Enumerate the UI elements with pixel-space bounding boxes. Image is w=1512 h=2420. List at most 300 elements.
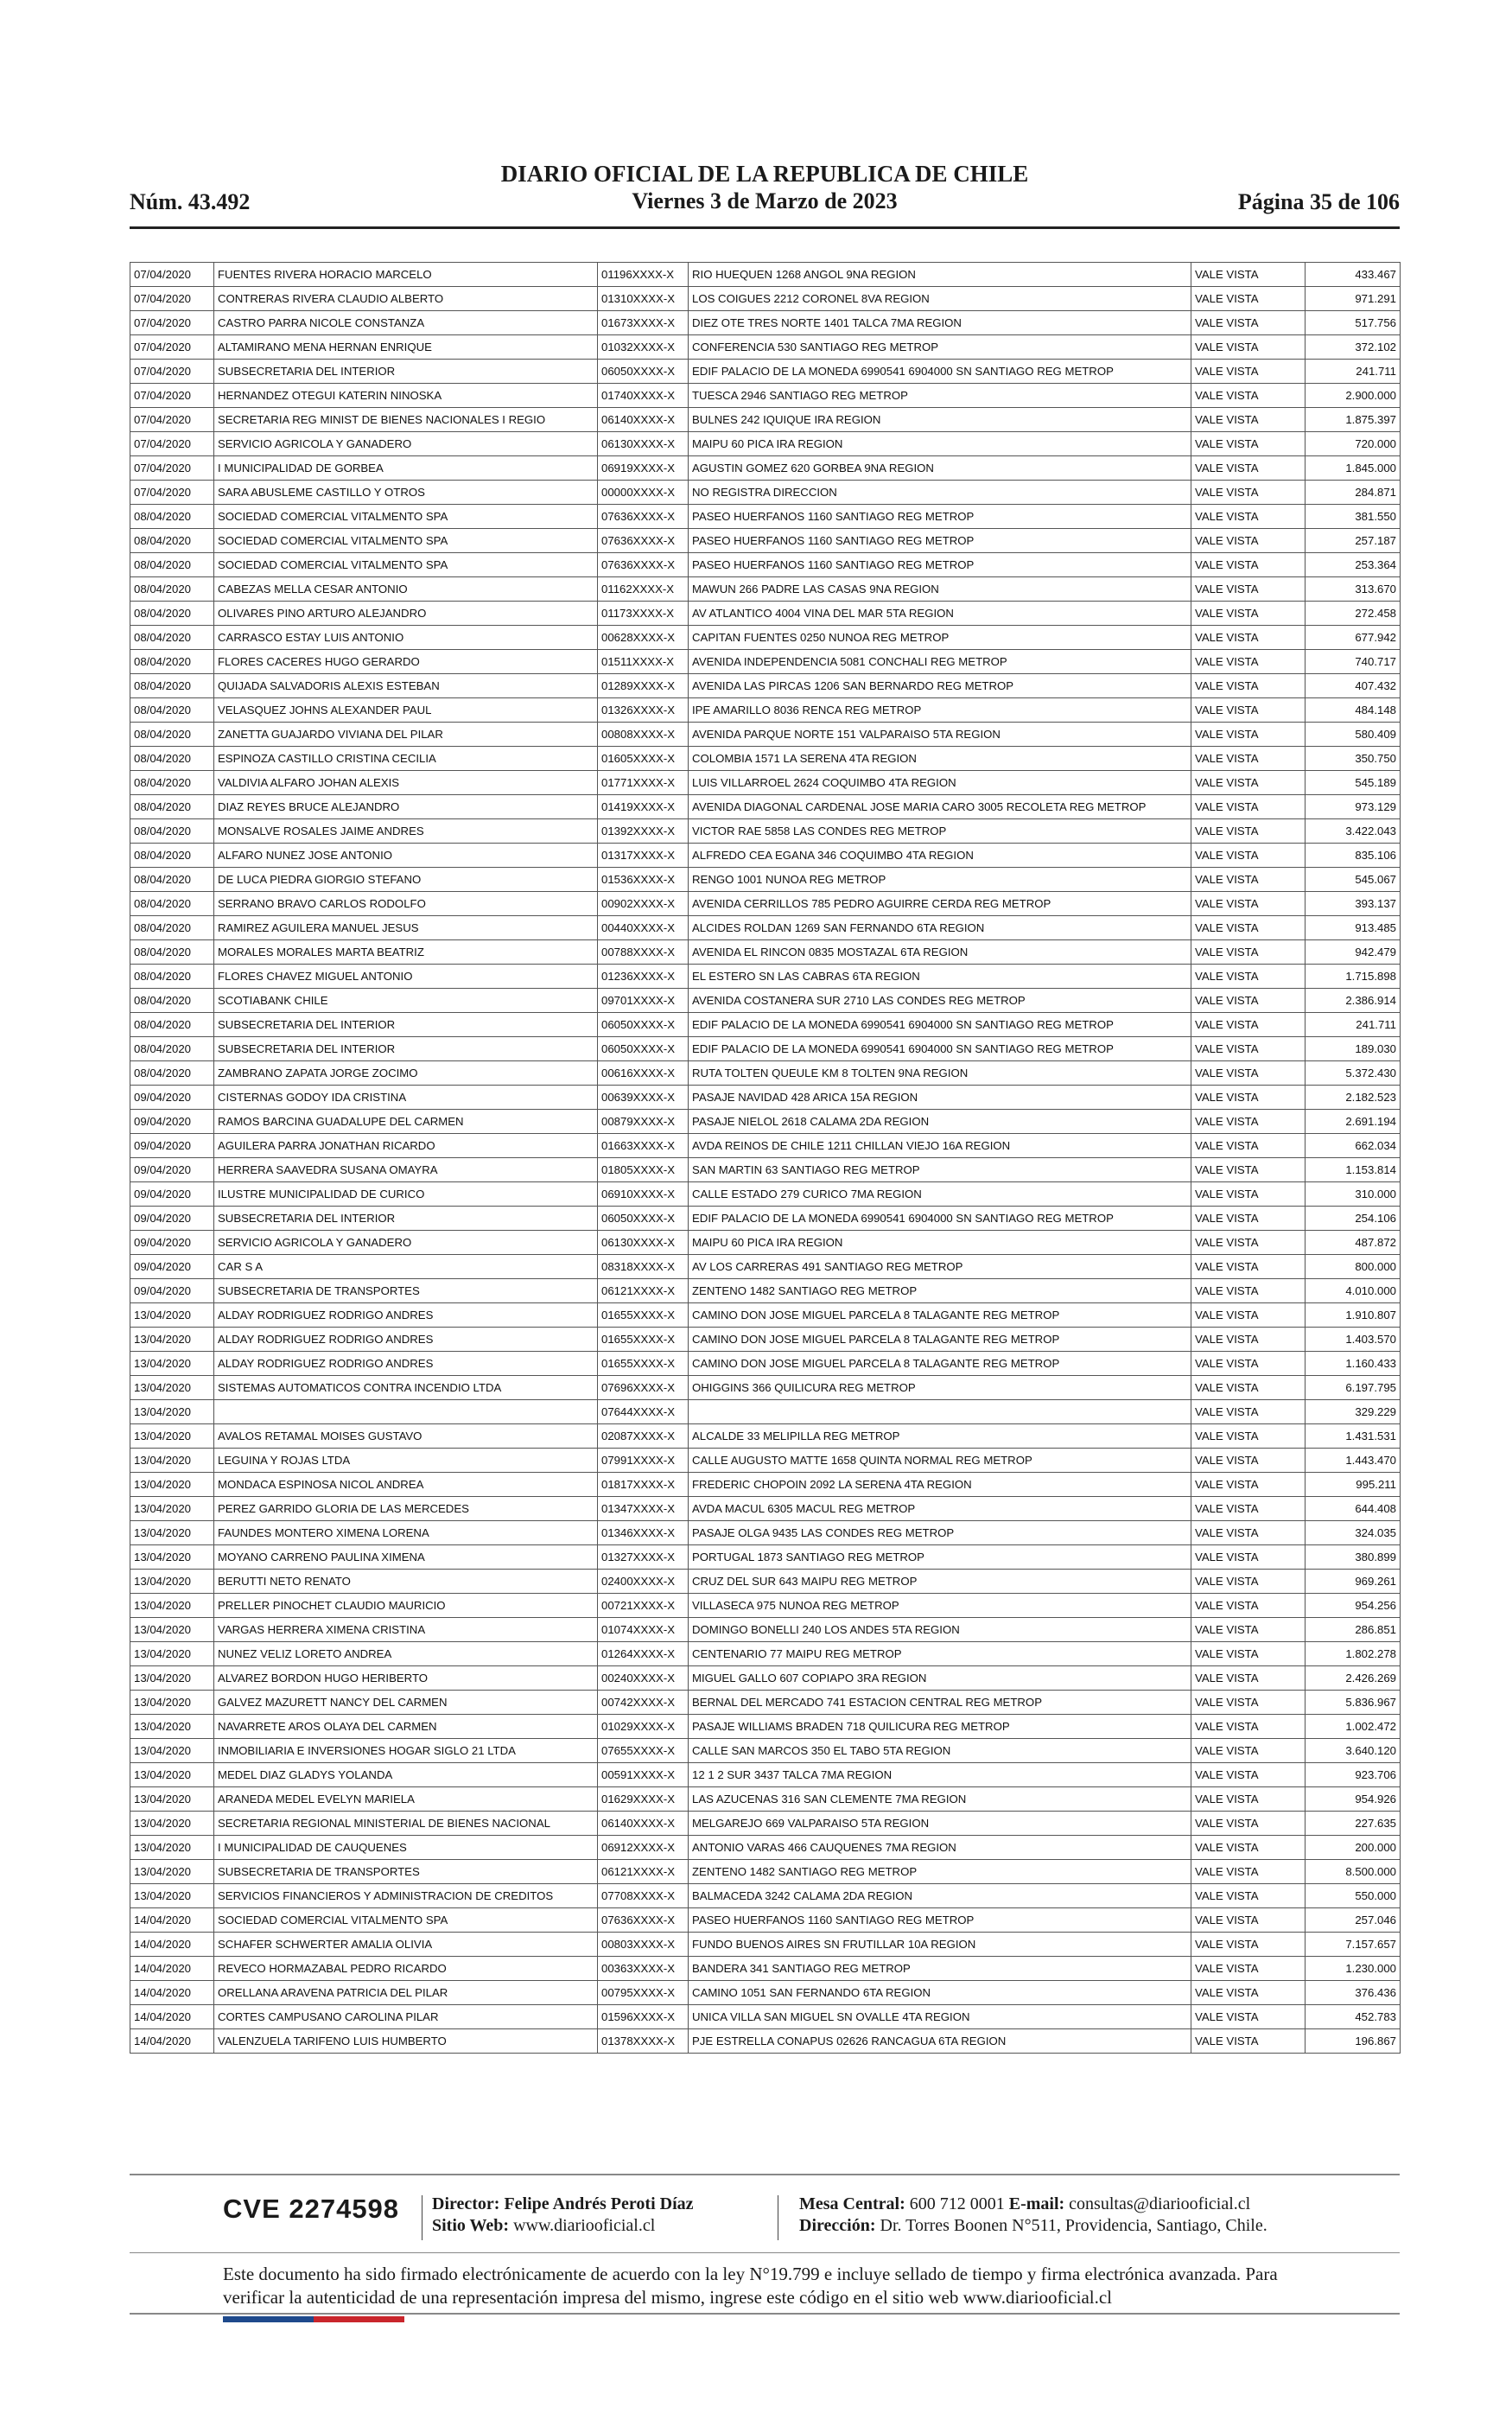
table-row: [130, 1182, 1401, 1207]
table-row: [130, 577, 1401, 602]
cell-beneficiary: ZAMBRANO ZAPATA JORGE ZOCIMO: [214, 1061, 598, 1086]
cell-date: 08/04/2020: [130, 819, 214, 844]
table-row: [130, 674, 1401, 698]
cell-date: 07/04/2020: [130, 408, 214, 432]
cell-address: MAIPU 60 PICA IRA REGION: [689, 1231, 1191, 1255]
cell-beneficiary: QUIJADA SALVADORIS ALEXIS ESTEBAN: [214, 674, 598, 698]
cell-amount: 350.750: [1306, 747, 1401, 771]
cell-date: 07/04/2020: [130, 456, 214, 481]
cell-payment-type: VALE VISTA: [1191, 1303, 1306, 1328]
cell-date: 08/04/2020: [130, 674, 214, 698]
cell-payment-type: VALE VISTA: [1191, 1812, 1306, 1836]
table-row: [130, 771, 1401, 795]
cell-rut: 01655XXXX-X: [598, 1303, 689, 1328]
cell-beneficiary: AVALOS RETAMAL MOISES GUSTAVO: [214, 1424, 598, 1449]
cell-payment-type: VALE VISTA: [1191, 1836, 1306, 1860]
cell-payment-type: VALE VISTA: [1191, 1521, 1306, 1545]
cell-address: PASEO HUERFANOS 1160 SANTIAGO REG METROP: [689, 529, 1191, 553]
table-row: [130, 1933, 1401, 1957]
cell-beneficiary: SUBSECRETARIA DEL INTERIOR: [214, 1013, 598, 1037]
table-row: [130, 481, 1401, 505]
cell-beneficiary: NUNEZ VELIZ LORETO ANDREA: [214, 1642, 598, 1666]
cell-rut: 06130XXXX-X: [598, 432, 689, 456]
cell-address: PJE ESTRELLA CONAPUS 02626 RANCAGUA 6TA REGION: [689, 2029, 1191, 2054]
payments-table: [130, 262, 1401, 2054]
cell-rut: 01655XXXX-X: [598, 1352, 689, 1376]
cell-date: 08/04/2020: [130, 602, 214, 626]
cell-date: 09/04/2020: [130, 1134, 214, 1158]
cell-date: 13/04/2020: [130, 1763, 214, 1787]
cell-beneficiary: ALDAY RODRIGUEZ RODRIGO ANDRES: [214, 1352, 598, 1376]
cell-beneficiary: FAUNDES MONTERO XIMENA LORENA: [214, 1521, 598, 1545]
cell-payment-type: VALE VISTA: [1191, 602, 1306, 626]
table-row: [130, 311, 1401, 335]
cell-amount: 8.500.000: [1306, 1860, 1401, 1884]
cell-date: 14/04/2020: [130, 2005, 214, 2029]
cell-rut: 00591XXXX-X: [598, 1763, 689, 1787]
cell-payment-type: VALE VISTA: [1191, 384, 1306, 408]
table-row: [130, 1231, 1401, 1255]
cell-address: AV ATLANTICO 4004 VINA DEL MAR 5TA REGION: [689, 602, 1191, 626]
table-row: [130, 795, 1401, 819]
cell-rut: 08318XXXX-X: [598, 1255, 689, 1279]
cell-beneficiary: I MUNICIPALIDAD DE GORBEA: [214, 456, 598, 481]
cell-beneficiary: SCOTIABANK CHILE: [214, 989, 598, 1013]
cell-address: LUIS VILLARROEL 2624 COQUIMBO 4TA REGION: [689, 771, 1191, 795]
cell-amount: 662.034: [1306, 1134, 1401, 1158]
cell-date: 13/04/2020: [130, 1884, 214, 1908]
cell-rut: 01655XXXX-X: [598, 1328, 689, 1352]
cell-rut: 00795XXXX-X: [598, 1981, 689, 2005]
cell-address: CALLE ESTADO 279 CURICO 7MA REGION: [689, 1182, 1191, 1207]
cell-date: 08/04/2020: [130, 892, 214, 916]
cell-payment-type: VALE VISTA: [1191, 1158, 1306, 1182]
cell-beneficiary: SOCIEDAD COMERCIAL VITALMENTO SPA: [214, 1908, 598, 1933]
table-row: [130, 1424, 1401, 1449]
cell-amount: 1.715.898: [1306, 965, 1401, 989]
table-row: [130, 1981, 1401, 2005]
cell-payment-type: VALE VISTA: [1191, 1231, 1306, 1255]
cell-beneficiary: PRELLER PINOCHET CLAUDIO MAURICIO: [214, 1594, 598, 1618]
cell-amount: 2.182.523: [1306, 1086, 1401, 1110]
cell-address: PASEO HUERFANOS 1160 SANTIAGO REG METROP: [689, 553, 1191, 577]
cell-beneficiary: SERVICIO AGRICOLA Y GANADERO: [214, 432, 598, 456]
cell-address: NO REGISTRA DIRECCION: [689, 481, 1191, 505]
cell-address: IPE AMARILLO 8036 RENCA REG METROP: [689, 698, 1191, 723]
cell-rut: 01029XXXX-X: [598, 1715, 689, 1739]
cell-date: 13/04/2020: [130, 1618, 214, 1642]
cell-amount: 200.000: [1306, 1836, 1401, 1860]
cell-amount: 1.910.807: [1306, 1303, 1401, 1328]
cell-address: PORTUGAL 1873 SANTIAGO REG METROP: [689, 1545, 1191, 1570]
cell-date: 09/04/2020: [130, 1279, 214, 1303]
cell-beneficiary: CONTRERAS RIVERA CLAUDIO ALBERTO: [214, 287, 598, 311]
cell-rut: 00628XXXX-X: [598, 626, 689, 650]
cell-payment-type: VALE VISTA: [1191, 529, 1306, 553]
cell-payment-type: VALE VISTA: [1191, 1497, 1306, 1521]
cell-beneficiary: SUBSECRETARIA DE TRANSPORTES: [214, 1860, 598, 1884]
cell-rut: 02087XXXX-X: [598, 1424, 689, 1449]
address-value: Dr. Torres Boonen N°511, Providencia, Santiago, Chile.: [880, 2216, 1267, 2235]
table-row: [130, 819, 1401, 844]
cell-payment-type: VALE VISTA: [1191, 1739, 1306, 1763]
cell-rut: 00803XXXX-X: [598, 1933, 689, 1957]
cell-payment-type: VALE VISTA: [1191, 940, 1306, 965]
cell-rut: 06050XXXX-X: [598, 1013, 689, 1037]
cell-date: 07/04/2020: [130, 432, 214, 456]
cell-amount: 484.148: [1306, 698, 1401, 723]
web-link[interactable]: www.diariooficial.cl: [513, 2216, 656, 2235]
cell-date: 13/04/2020: [130, 1545, 214, 1570]
cell-date: 07/04/2020: [130, 335, 214, 360]
cell-address: CALLE AUGUSTO MATTE 1658 QUINTA NORMAL REG METROP: [689, 1449, 1191, 1473]
cell-date: 07/04/2020: [130, 481, 214, 505]
cell-payment-type: VALE VISTA: [1191, 456, 1306, 481]
cell-beneficiary: FLORES CACERES HUGO GERARDO: [214, 650, 598, 674]
table-row: [130, 1303, 1401, 1328]
address-label: Dirección:: [799, 2216, 876, 2235]
cell-rut: 01074XXXX-X: [598, 1618, 689, 1642]
cell-address: CAPITAN FUENTES 0250 NUNOA REG METROP: [689, 626, 1191, 650]
cell-date: 13/04/2020: [130, 1836, 214, 1860]
table-row: [130, 1908, 1401, 1933]
cell-address: DOMINGO BONELLI 240 LOS ANDES 5TA REGION: [689, 1618, 1191, 1642]
cell-date: 08/04/2020: [130, 965, 214, 989]
cell-rut: 07636XXXX-X: [598, 529, 689, 553]
cell-amount: 7.157.657: [1306, 1933, 1401, 1957]
cell-payment-type: VALE VISTA: [1191, 698, 1306, 723]
cell-rut: 01605XXXX-X: [598, 747, 689, 771]
cell-date: 14/04/2020: [130, 2029, 214, 2054]
cell-rut: 02400XXXX-X: [598, 1570, 689, 1594]
cell-rut: 01327XXXX-X: [598, 1545, 689, 1570]
cell-address: AVENIDA LAS PIRCAS 1206 SAN BERNARDO REG METROP: [689, 674, 1191, 698]
cell-date: 13/04/2020: [130, 1594, 214, 1618]
cell-address: PASAJE OLGA 9435 LAS CONDES REG METROP: [689, 1521, 1191, 1545]
cell-beneficiary: RAMOS BARCINA GUADALUPE DEL CARMEN: [214, 1110, 598, 1134]
cell-amount: 257.187: [1306, 529, 1401, 553]
table-row: [130, 1449, 1401, 1473]
cell-beneficiary: VELASQUEZ JOHNS ALEXANDER PAUL: [214, 698, 598, 723]
cell-amount: 5.372.430: [1306, 1061, 1401, 1086]
cell-address: PASAJE WILLIAMS BRADEN 718 QUILICURA REG METROP: [689, 1715, 1191, 1739]
cell-rut: 01817XXXX-X: [598, 1473, 689, 1497]
cell-payment-type: VALE VISTA: [1191, 989, 1306, 1013]
table-row: [130, 287, 1401, 311]
table-row: [130, 408, 1401, 432]
cell-payment-type: VALE VISTA: [1191, 795, 1306, 819]
cell-rut: 06910XXXX-X: [598, 1182, 689, 1207]
cell-address: LAS AZUCENAS 316 SAN CLEMENTE 7MA REGION: [689, 1787, 1191, 1812]
cell-beneficiary: MORALES MORALES MARTA BEATRIZ: [214, 940, 598, 965]
cell-date: 08/04/2020: [130, 868, 214, 892]
cell-address: LOS COIGUES 2212 CORONEL 8VA REGION: [689, 287, 1191, 311]
cell-amount: 5.836.967: [1306, 1691, 1401, 1715]
cell-address: EDIF PALACIO DE LA MONEDA 6990541 6904000 SN SANTIAGO REG METROP: [689, 1037, 1191, 1061]
cell-amount: 1.443.470: [1306, 1449, 1401, 1473]
cell-payment-type: VALE VISTA: [1191, 1594, 1306, 1618]
cell-address: AVENIDA DIAGONAL CARDENAL JOSE MARIA CARO 3005 RECOLETA REG METROP: [689, 795, 1191, 819]
cell-address: BANDERA 341 SANTIAGO REG METROP: [689, 1957, 1191, 1981]
table-row: [130, 698, 1401, 723]
cell-address: VILLASECA 975 NUNOA REG METROP: [689, 1594, 1191, 1618]
cell-amount: 1.431.531: [1306, 1424, 1401, 1449]
cell-beneficiary: SUBSECRETARIA DE TRANSPORTES: [214, 1279, 598, 1303]
cell-rut: 06140XXXX-X: [598, 408, 689, 432]
cell-payment-type: VALE VISTA: [1191, 287, 1306, 311]
cell-rut: 07708XXXX-X: [598, 1884, 689, 1908]
cell-amount: 227.635: [1306, 1812, 1401, 1836]
cell-payment-type: VALE VISTA: [1191, 408, 1306, 432]
cell-date: 08/04/2020: [130, 916, 214, 940]
table-row: [130, 1884, 1401, 1908]
cell-date: 14/04/2020: [130, 1933, 214, 1957]
cell-rut: 00000XXXX-X: [598, 481, 689, 505]
footer-divider-middle: [130, 2252, 1400, 2253]
table-row: [130, 650, 1401, 674]
cell-address: [689, 1400, 1191, 1424]
cell-date: 13/04/2020: [130, 1424, 214, 1449]
cell-rut: 00639XXXX-X: [598, 1086, 689, 1110]
cell-date: 07/04/2020: [130, 263, 214, 287]
cell-amount: 1.002.472: [1306, 1715, 1401, 1739]
cell-rut: 06121XXXX-X: [598, 1279, 689, 1303]
cell-date: 13/04/2020: [130, 1642, 214, 1666]
issue-number: Núm. 43.492: [130, 189, 251, 214]
cell-beneficiary: HERRERA SAAVEDRA SUSANA OMAYRA: [214, 1158, 598, 1182]
cell-amount: 580.409: [1306, 723, 1401, 747]
cell-amount: 310.000: [1306, 1182, 1401, 1207]
cell-amount: 954.256: [1306, 1594, 1401, 1618]
cell-beneficiary: ALTAMIRANO MENA HERNAN ENRIQUE: [214, 335, 598, 360]
cell-rut: 01162XXXX-X: [598, 577, 689, 602]
cell-amount: 1.153.814: [1306, 1158, 1401, 1182]
cell-amount: 253.364: [1306, 553, 1401, 577]
cell-address: 12 1 2 SUR 3437 TALCA 7MA REGION: [689, 1763, 1191, 1787]
table-row: [130, 2029, 1401, 2054]
table-row: [130, 2005, 1401, 2029]
table-row: [130, 723, 1401, 747]
cell-address: CAMINO DON JOSE MIGUEL PARCELA 8 TALAGANTE REG METROP: [689, 1328, 1191, 1352]
cell-amount: 517.756: [1306, 311, 1401, 335]
cell-amount: 835.106: [1306, 844, 1401, 868]
cell-address: AVENIDA EL RINCON 0835 MOSTAZAL 6TA REGION: [689, 940, 1191, 965]
cell-rut: 01289XXXX-X: [598, 674, 689, 698]
cell-rut: 00240XXXX-X: [598, 1666, 689, 1691]
table-row: [130, 1787, 1401, 1812]
table-row: [130, 916, 1401, 940]
cell-amount: 740.717: [1306, 650, 1401, 674]
cell-rut: 01196XXXX-X: [598, 263, 689, 287]
cell-payment-type: VALE VISTA: [1191, 650, 1306, 674]
cell-beneficiary: VALENZUELA TARIFENO LUIS HUMBERTO: [214, 2029, 598, 2054]
table-row: [130, 1594, 1401, 1618]
cell-beneficiary: ALFARO NUNEZ JOSE ANTONIO: [214, 844, 598, 868]
cell-beneficiary: CAR S A: [214, 1255, 598, 1279]
cell-payment-type: VALE VISTA: [1191, 263, 1306, 287]
cell-date: 08/04/2020: [130, 698, 214, 723]
cell-payment-type: VALE VISTA: [1191, 335, 1306, 360]
cell-address: AGUSTIN GOMEZ 620 GORBEA 9NA REGION: [689, 456, 1191, 481]
table-row: [130, 1473, 1401, 1497]
table-row: [130, 1570, 1401, 1594]
cell-amount: 3.422.043: [1306, 819, 1401, 844]
table-row: [130, 940, 1401, 965]
table-row: [130, 1134, 1401, 1158]
cell-date: 08/04/2020: [130, 1037, 214, 1061]
cell-amount: 913.485: [1306, 916, 1401, 940]
cell-address: ZENTENO 1482 SANTIAGO REG METROP: [689, 1279, 1191, 1303]
cell-beneficiary: VALDIVIA ALFARO JOHAN ALEXIS: [214, 771, 598, 795]
cell-beneficiary: SISTEMAS AUTOMATICOS CONTRA INCENDIO LTDA: [214, 1376, 598, 1400]
cell-address: MIGUEL GALLO 607 COPIAPO 3RA REGION: [689, 1666, 1191, 1691]
table-row: [130, 1013, 1401, 1037]
cell-rut: 06121XXXX-X: [598, 1860, 689, 1884]
cell-address: PASEO HUERFANOS 1160 SANTIAGO REG METROP: [689, 505, 1191, 529]
cell-address: RIO HUEQUEN 1268 ANGOL 9NA REGION: [689, 263, 1191, 287]
table-row: [130, 505, 1401, 529]
email-link[interactable]: consultas@diariooficial.cl: [1069, 2194, 1251, 2213]
table-row: [130, 1957, 1401, 1981]
director-label: Director:: [432, 2194, 500, 2213]
cell-rut: 01326XXXX-X: [598, 698, 689, 723]
cell-rut: 00616XXXX-X: [598, 1061, 689, 1086]
cell-payment-type: VALE VISTA: [1191, 1957, 1306, 1981]
cell-beneficiary: CORTES CAMPUSANO CAROLINA PILAR: [214, 2005, 598, 2029]
cell-amount: 545.067: [1306, 868, 1401, 892]
table-row: [130, 1037, 1401, 1061]
cell-amount: 2.691.194: [1306, 1110, 1401, 1134]
cell-rut: 01347XXXX-X: [598, 1497, 689, 1521]
cell-address: OHIGGINS 366 QUILICURA REG METROP: [689, 1376, 1191, 1400]
table-row: [130, 1279, 1401, 1303]
cell-date: 07/04/2020: [130, 287, 214, 311]
cell-payment-type: VALE VISTA: [1191, 771, 1306, 795]
cell-payment-type: VALE VISTA: [1191, 1110, 1306, 1134]
cell-rut: 01536XXXX-X: [598, 868, 689, 892]
cell-amount: 2.900.000: [1306, 384, 1401, 408]
cell-date: 13/04/2020: [130, 1715, 214, 1739]
cell-beneficiary: MONDACA ESPINOSA NICOL ANDREA: [214, 1473, 598, 1497]
cell-payment-type: VALE VISTA: [1191, 2029, 1306, 2054]
cell-payment-type: VALE VISTA: [1191, 1545, 1306, 1570]
cell-date: 08/04/2020: [130, 505, 214, 529]
cell-payment-type: VALE VISTA: [1191, 1981, 1306, 2005]
cell-address: EL ESTERO SN LAS CABRAS 6TA REGION: [689, 965, 1191, 989]
cell-payment-type: VALE VISTA: [1191, 432, 1306, 456]
table-row: [130, 1666, 1401, 1691]
cell-amount: 272.458: [1306, 602, 1401, 626]
table-row: [130, 1400, 1401, 1424]
cell-payment-type: VALE VISTA: [1191, 1884, 1306, 1908]
table-row: [130, 1328, 1401, 1352]
cve-code: CVE 2274598: [223, 2194, 400, 2224]
cell-rut: 01629XXXX-X: [598, 1787, 689, 1812]
cell-amount: 376.436: [1306, 1981, 1401, 2005]
cell-address: BERNAL DEL MERCADO 741 ESTACION CENTRAL REG METROP: [689, 1691, 1191, 1715]
cell-payment-type: VALE VISTA: [1191, 1061, 1306, 1086]
cell-beneficiary: RAMIREZ AGUILERA MANUEL JESUS: [214, 916, 598, 940]
cell-address: CENTENARIO 77 MAIPU REG METROP: [689, 1642, 1191, 1666]
table-row: [130, 432, 1401, 456]
cell-beneficiary: CABEZAS MELLA CESAR ANTONIO: [214, 577, 598, 602]
cell-address: DIEZ OTE TRES NORTE 1401 TALCA 7MA REGION: [689, 311, 1191, 335]
cell-rut: 01317XXXX-X: [598, 844, 689, 868]
cell-date: 08/04/2020: [130, 795, 214, 819]
cell-beneficiary: SUBSECRETARIA DEL INTERIOR: [214, 1207, 598, 1231]
cell-date: 13/04/2020: [130, 1449, 214, 1473]
cell-date: 13/04/2020: [130, 1497, 214, 1521]
cell-date: 13/04/2020: [130, 1376, 214, 1400]
cell-amount: 380.899: [1306, 1545, 1401, 1570]
cell-beneficiary: ALVAREZ BORDON HUGO HERIBERTO: [214, 1666, 598, 1691]
cell-rut: 01771XXXX-X: [598, 771, 689, 795]
cell-address: CAMINO DON JOSE MIGUEL PARCELA 8 TALAGANTE REG METROP: [689, 1303, 1191, 1328]
mesa-phone: 600 712 0001: [909, 2194, 1005, 2213]
cell-beneficiary: SCHAFER SCHWERTER AMALIA OLIVIA: [214, 1933, 598, 1957]
cell-payment-type: VALE VISTA: [1191, 1763, 1306, 1787]
masthead: [130, 160, 1400, 215]
flag-stripe: [223, 2316, 404, 2322]
cell-date: 08/04/2020: [130, 747, 214, 771]
cell-rut: 01419XXXX-X: [598, 795, 689, 819]
cell-rut: 01346XXXX-X: [598, 1521, 689, 1545]
cell-rut: 06919XXXX-X: [598, 456, 689, 481]
cell-payment-type: VALE VISTA: [1191, 1182, 1306, 1207]
cell-beneficiary: SOCIEDAD COMERCIAL VITALMENTO SPA: [214, 553, 598, 577]
footer-divider-bottom: [130, 2313, 1400, 2315]
cell-address: RUTA TOLTEN QUEULE KM 8 TOLTEN 9NA REGION: [689, 1061, 1191, 1086]
cell-amount: 800.000: [1306, 1255, 1401, 1279]
cell-beneficiary: HERNANDEZ OTEGUI KATERIN NINOSKA: [214, 384, 598, 408]
payments-table-body: [130, 263, 1401, 2054]
cell-address: ANTONIO VARAS 466 CAUQUENES 7MA REGION: [689, 1836, 1191, 1860]
email-label: E-mail:: [1008, 2194, 1065, 2213]
cell-address: CAMINO 1051 SAN FERNANDO 6TA REGION: [689, 1981, 1191, 2005]
cell-beneficiary: ARANEDA MEDEL EVELYN MARIELA: [214, 1787, 598, 1812]
cell-address: ALCIDES ROLDAN 1269 SAN FERNANDO 6TA REGION: [689, 916, 1191, 940]
cell-beneficiary: OLIVARES PINO ARTURO ALEJANDRO: [214, 602, 598, 626]
table-row: [130, 1497, 1401, 1521]
cell-rut: 00788XXXX-X: [598, 940, 689, 965]
cell-payment-type: VALE VISTA: [1191, 1860, 1306, 1884]
cell-beneficiary: MONSALVE ROSALES JAIME ANDRES: [214, 819, 598, 844]
cell-rut: 01805XXXX-X: [598, 1158, 689, 1182]
cell-amount: 1.160.433: [1306, 1352, 1401, 1376]
cell-address: VICTOR RAE 5858 LAS CONDES REG METROP: [689, 819, 1191, 844]
cell-address: TUESCA 2946 SANTIAGO REG METROP: [689, 384, 1191, 408]
cell-payment-type: VALE VISTA: [1191, 1086, 1306, 1110]
cell-date: 13/04/2020: [130, 1812, 214, 1836]
table-row: [130, 1763, 1401, 1787]
cell-rut: 06140XXXX-X: [598, 1812, 689, 1836]
cell-beneficiary: I MUNICIPALIDAD DE CAUQUENES: [214, 1836, 598, 1860]
cell-date: 08/04/2020: [130, 844, 214, 868]
table-row: [130, 456, 1401, 481]
cell-amount: 973.129: [1306, 795, 1401, 819]
cell-date: 08/04/2020: [130, 989, 214, 1013]
cell-amount: 196.867: [1306, 2029, 1401, 2054]
cell-beneficiary: SECRETARIA REG MINIST DE BIENES NACIONALES I REGIO: [214, 408, 598, 432]
cell-beneficiary: SECRETARIA REGIONAL MINISTERIAL DE BIENES NACIONAL: [214, 1812, 598, 1836]
cell-rut: 00808XXXX-X: [598, 723, 689, 747]
cell-rut: 01032XXXX-X: [598, 335, 689, 360]
cell-payment-type: VALE VISTA: [1191, 1691, 1306, 1715]
cell-amount: 1.403.570: [1306, 1328, 1401, 1352]
cell-date: 08/04/2020: [130, 1061, 214, 1086]
cell-beneficiary: DIAZ REYES BRUCE ALEJANDRO: [214, 795, 598, 819]
cell-rut: 01663XXXX-X: [598, 1134, 689, 1158]
